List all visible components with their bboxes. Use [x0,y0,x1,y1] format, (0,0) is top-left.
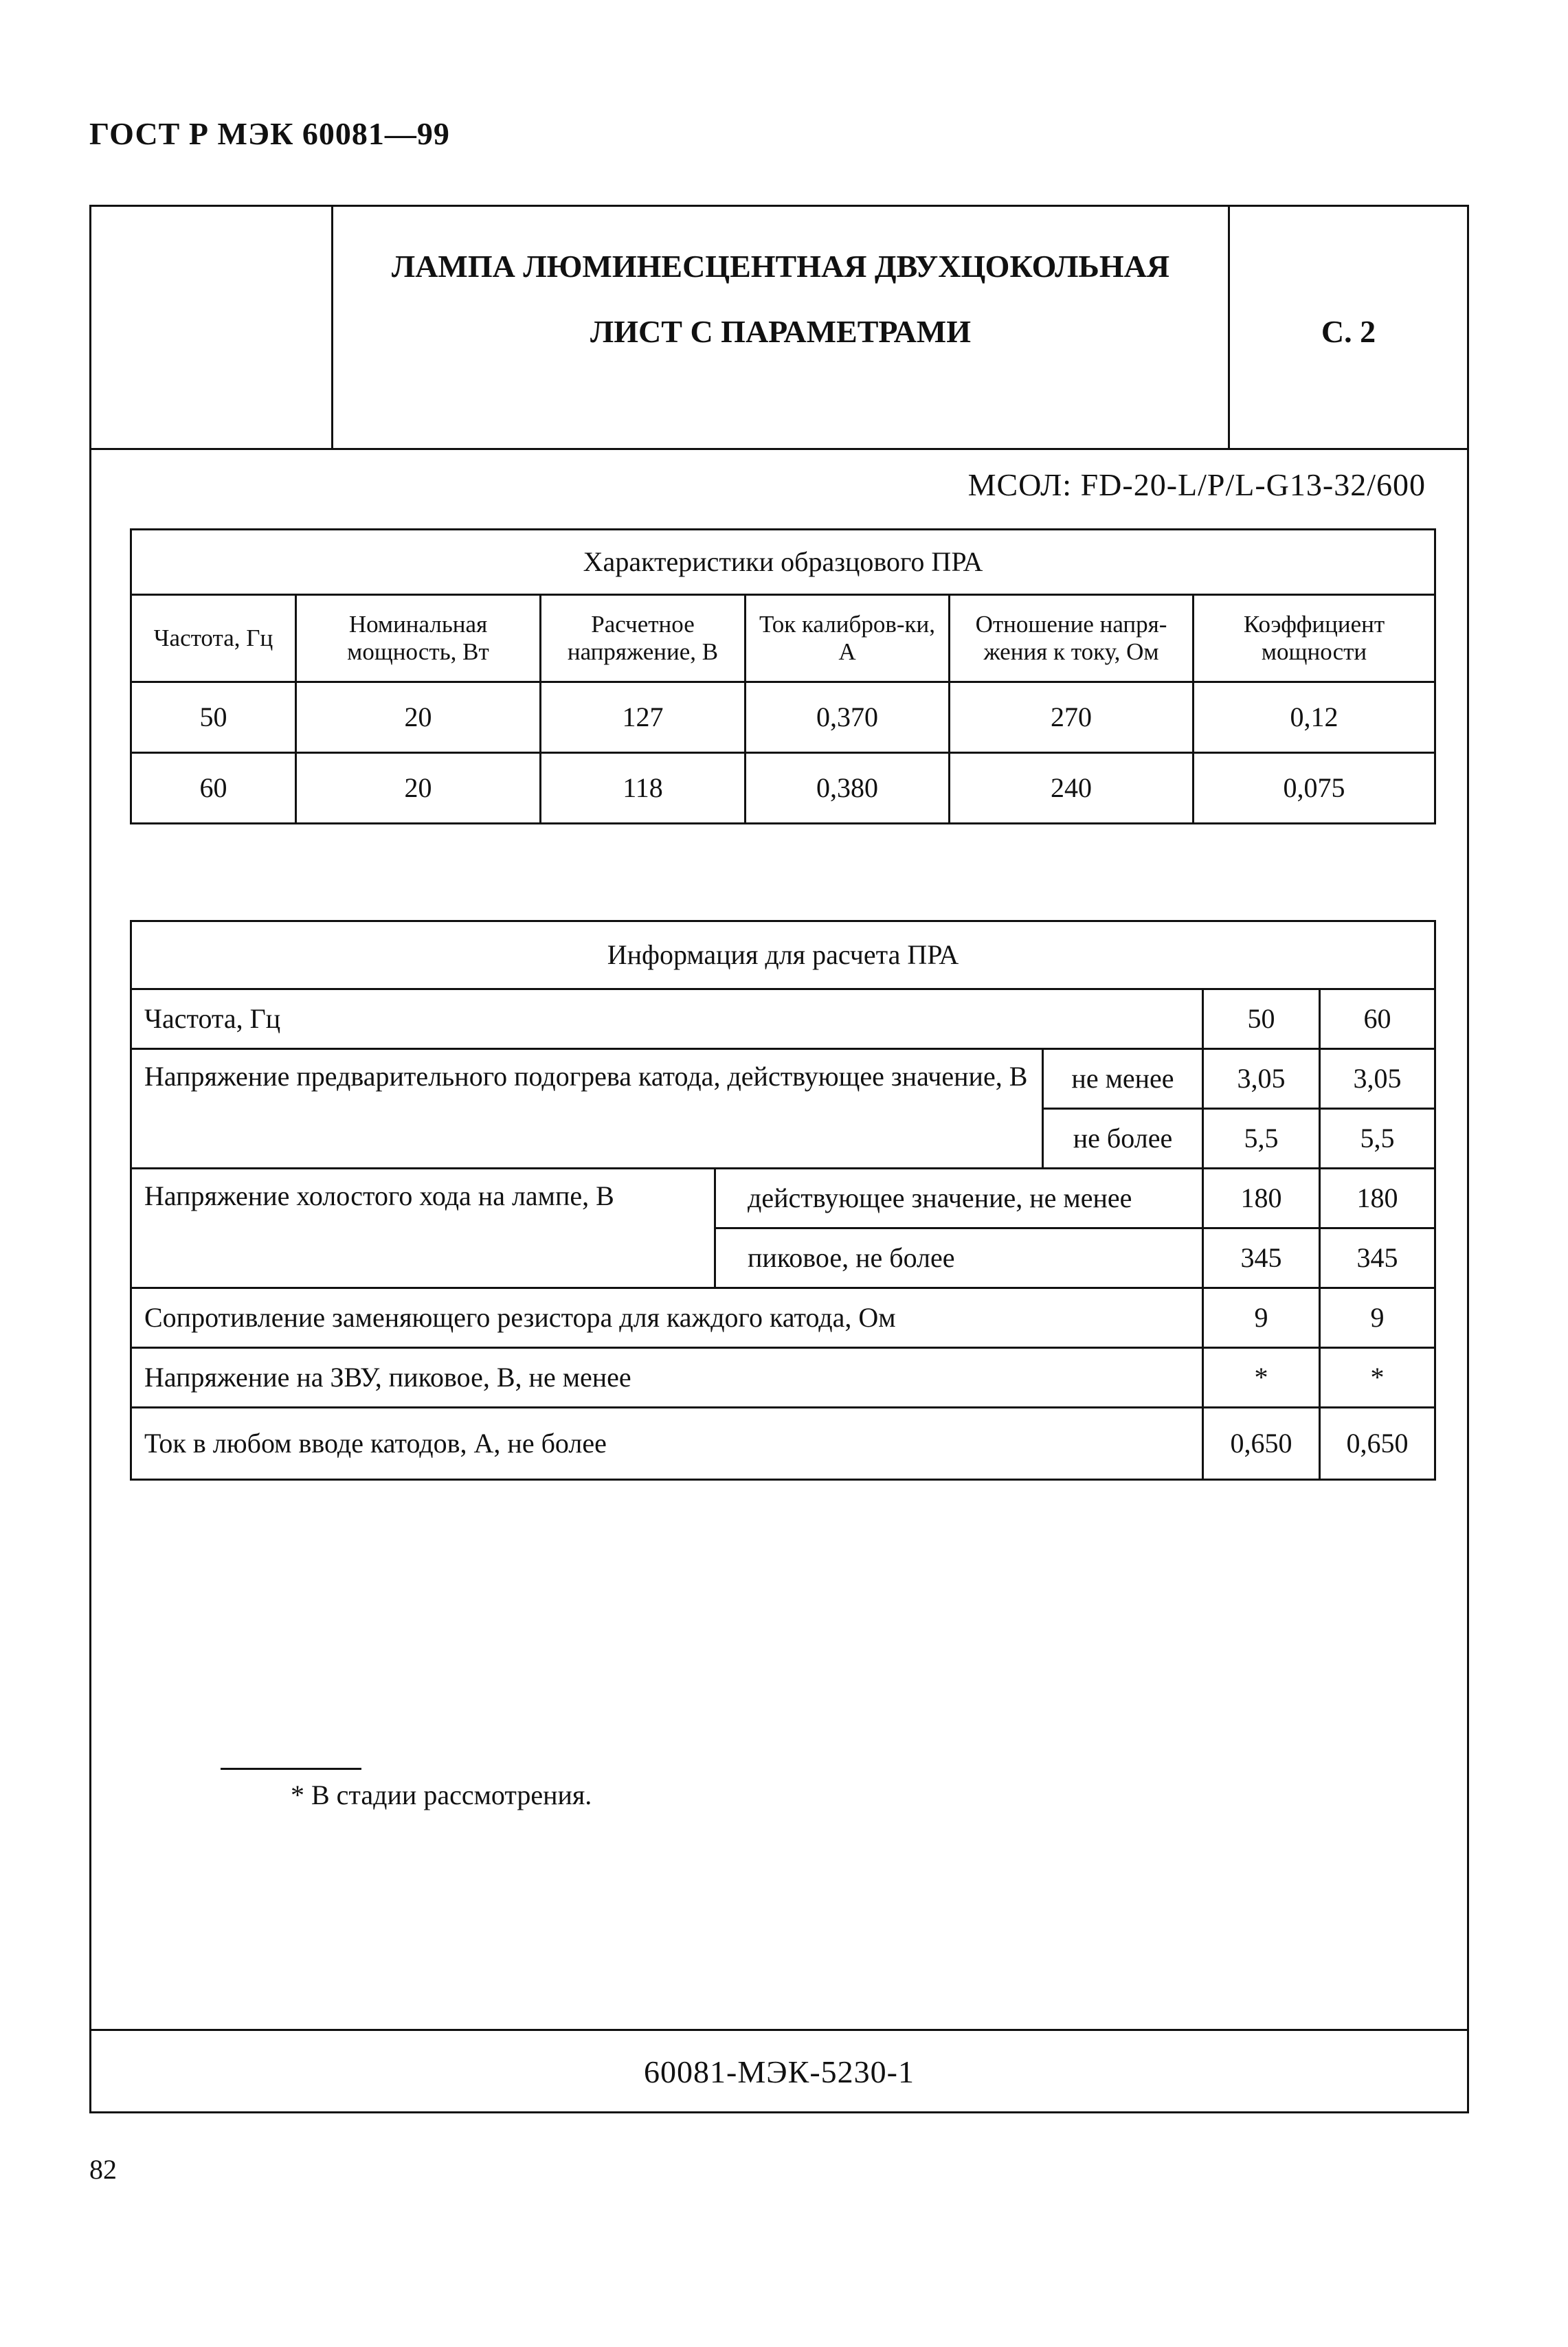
reference-ballast-table [130,528,1436,824]
table-caption: Информация для расчета ПРА [131,921,1435,989]
table-row [131,682,1435,753]
table-cell: 20 [296,753,541,824]
column-header: Частота, Гц [131,595,296,682]
title-block-title-cell [333,207,1230,448]
table-cell: 60 [1320,989,1435,1049]
row-label: Ток в любом вводе катодов, А, не более [131,1408,1203,1480]
table-cell: 0,650 [1320,1408,1435,1480]
standard-header: ГОСТ Р МЭК 60081—99 [89,116,450,151]
table-cell: 180 [1203,1169,1320,1228]
table-cell: 60 [131,753,296,824]
ballast-design-table [130,920,1436,1481]
table-cell: 50 [1203,989,1320,1049]
column-header: Расчетное напряжение, В [541,595,746,682]
table-cell: 5,5 [1203,1109,1320,1169]
table-cell: 20 [296,682,541,753]
title-block-left-cell [91,207,333,448]
table-row [131,1049,1435,1109]
table-cell: 0,075 [1194,753,1435,824]
row-label: Напряжение холостого хода на лампе, В [131,1169,715,1288]
table-cell: 270 [950,682,1194,753]
condition-label: действующее значение, не менее [715,1169,1203,1228]
table-cell: 240 [950,753,1194,824]
sheet-subtitle: ЛИСТ С ПАРАМЕТРАМИ [590,314,972,349]
row-label: Напряжение на ЗВУ, пиковое, В, не менее [131,1348,1203,1408]
table-cell: * [1203,1348,1320,1408]
table-cell: 9 [1320,1288,1435,1348]
column-header: Отношение напря-жения к току, Ом [950,595,1194,682]
table-row [131,989,1435,1049]
table-cell: 3,05 [1320,1049,1435,1109]
row-label: Сопротивление заменяющего резистора для каждого катода, Ом [131,1288,1203,1348]
column-header: Коэффициент мощности [1194,595,1435,682]
table-cell: 345 [1203,1228,1320,1288]
footnote-divider [221,1768,361,1770]
sheet-number: С. 2 [1321,314,1376,349]
table-row [131,1348,1435,1408]
condition-label: не менее [1043,1049,1203,1109]
title-block [91,207,1467,450]
table-cell: 345 [1320,1228,1435,1288]
row-label: Частота, Гц [131,989,1203,1049]
table-row [131,1169,1435,1228]
table-cell: 0,380 [746,753,950,824]
table-cell: 0,650 [1203,1408,1320,1480]
sheet-title: ЛАМПА ЛЮМИНЕСЦЕНТНАЯ ДВУХЦОКОЛЬНАЯ [391,249,1170,284]
table-cell: 5,5 [1320,1109,1435,1169]
title-block-sheet-cell [1230,207,1467,448]
table-cell: 0,12 [1194,682,1435,753]
lamp-designation: МСОЛ: FD-20-L/P/L-G13-32/600 [967,467,1426,502]
condition-label: не более [1043,1109,1203,1169]
page-number: 82 [89,2154,117,2185]
table-cell: * [1320,1348,1435,1408]
table-cell: 9 [1203,1288,1320,1348]
table-cell: 118 [541,753,746,824]
table-cell: 50 [131,682,296,753]
footnote: * В стадии рассмотрения. [291,1779,592,1810]
table-caption: Характеристики образцового ПРА [131,530,1435,595]
table-cell: 127 [541,682,746,753]
row-label: Напряжение предварительного подогрева катода, действующее значение, В [131,1049,1043,1169]
column-header: Номинальная мощность, Вт [296,595,541,682]
condition-label: пиковое, не более [715,1228,1203,1288]
table-cell: 0,370 [746,682,950,753]
column-header: Ток калибров-ки, А [746,595,950,682]
table-header-row [131,595,1435,682]
table-row [131,753,1435,824]
table-row [131,1288,1435,1348]
table-row [131,1408,1435,1480]
table-cell: 180 [1320,1169,1435,1228]
sheet-frame [89,205,1469,2113]
sheet-code: 60081-МЭК-5230-1 [91,2029,1467,2111]
table-cell: 3,05 [1203,1049,1320,1109]
